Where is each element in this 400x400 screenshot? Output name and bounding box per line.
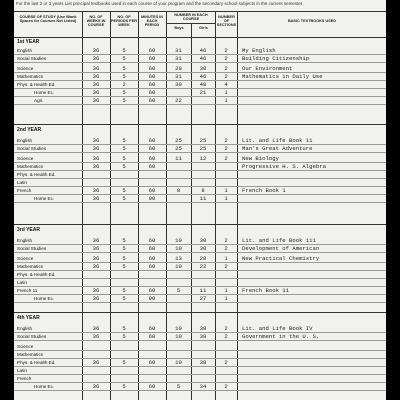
row-textbook: Lit. and Life Book 11	[242, 137, 313, 144]
row-boys: 30	[175, 81, 182, 88]
row-minutes: 60	[148, 73, 156, 80]
row-rule	[14, 366, 386, 367]
row-sections: 2	[224, 263, 228, 270]
row-minutes: 60	[148, 81, 156, 88]
row-girls: 38	[199, 333, 207, 340]
row-rule	[14, 104, 386, 105]
row-rule	[14, 252, 386, 253]
row-boys: 10	[175, 325, 182, 332]
row-sections: 1	[224, 89, 228, 96]
header-texts: BASIC TEXTBOOKS USED	[287, 19, 337, 23]
row-subject: Phys. & Health Ed.	[17, 360, 56, 365]
row-periods: 5	[122, 263, 126, 270]
row-subject: English	[17, 48, 33, 53]
row-rule	[14, 162, 386, 163]
row-weeks: 36	[92, 73, 100, 80]
row-weeks: 36	[92, 163, 100, 170]
row-weeks: 36	[92, 287, 100, 294]
row-girls: 21	[199, 89, 207, 96]
row-boys: 25	[175, 137, 182, 144]
form-sheet	[14, 0, 386, 400]
row-girls: 11	[199, 195, 207, 202]
row-minutes: 60	[148, 89, 156, 96]
row-minutes: 90	[148, 195, 156, 202]
row-subject: French 11	[17, 288, 38, 293]
row-periods: 5	[122, 145, 126, 152]
header-course: COURSE OF STUDY (Use Blank Spaces for Courses Not Listed)	[19, 15, 77, 24]
row-minutes: 60	[148, 97, 156, 104]
row-weeks: 36	[92, 255, 100, 262]
row-subject: Latin	[17, 280, 27, 285]
row-girls: 46	[199, 55, 207, 62]
row-girls: 8	[201, 187, 205, 194]
row-girls: 38	[199, 325, 207, 332]
row-girls: 30	[199, 65, 207, 72]
row-textbook: Mathematics in Daily Use	[242, 73, 323, 80]
row-textbook: Our Environment	[242, 65, 293, 72]
row-girls: 11	[199, 287, 207, 294]
row-weeks: 36	[92, 137, 100, 144]
row-periods: 5	[122, 195, 126, 202]
subheader-divider	[166, 23, 215, 24]
row-girls: 25	[199, 145, 207, 152]
row-minutes: 60	[148, 245, 156, 252]
row-subject: English	[17, 138, 33, 143]
row-minutes: 60	[148, 359, 156, 366]
row-textbook: Building Citizenship	[242, 55, 310, 62]
row-sections: 2	[224, 137, 228, 144]
row-weeks: 36	[92, 81, 100, 88]
row-boys: 31	[175, 55, 182, 62]
row-weeks: 36	[92, 97, 100, 104]
row-minutes: 60	[148, 383, 156, 390]
row-girls: 46	[199, 47, 207, 54]
row-minutes: 60	[148, 163, 156, 170]
row-sections: 2	[224, 65, 228, 72]
row-girls: 22	[199, 263, 207, 270]
row-periods: 5	[122, 359, 126, 366]
row-girls: 20	[199, 255, 207, 262]
row-sections: 2	[224, 359, 228, 366]
row-girls: 30	[199, 245, 207, 252]
header-top-border	[14, 11, 386, 12]
row-subject: Phys. & Health Ed.	[17, 272, 56, 277]
row-rule	[14, 202, 386, 203]
section-divider	[14, 312, 386, 313]
header-girls: Girls	[199, 26, 208, 30]
row-subject: Mathematics	[17, 74, 44, 79]
row-sections: 2	[224, 47, 228, 54]
row-subject: Latin	[17, 368, 27, 373]
row-periods: 5	[122, 65, 126, 72]
row-weeks: 36	[92, 295, 100, 302]
row-periods: 5	[122, 97, 126, 104]
row-sections: 2	[224, 383, 228, 390]
row-boys: 31	[175, 73, 182, 80]
row-rule	[14, 390, 386, 391]
row-weeks: 36	[92, 145, 100, 152]
row-subject: Science	[17, 156, 34, 161]
row-minutes: 90	[148, 295, 156, 302]
row-subject: Social Studies	[17, 246, 47, 251]
header-boys: Boys	[174, 26, 184, 30]
row-boys: 10	[175, 359, 182, 366]
row-weeks: 36	[92, 359, 100, 366]
row-periods: 5	[122, 155, 126, 162]
row-boys: 11	[175, 155, 182, 162]
row-sections: 1	[224, 195, 228, 202]
header-weeks: NO. OF WEEKS IN COURSE	[86, 15, 106, 28]
row-weeks: 36	[92, 47, 100, 54]
row-minutes: 60	[148, 325, 156, 332]
row-boys: 10	[175, 245, 182, 252]
row-minutes: 60	[148, 47, 156, 54]
row-rule	[14, 278, 386, 279]
row-periods: 5	[122, 55, 126, 62]
section-title: 2nd YEAR	[17, 127, 42, 133]
row-rule	[14, 170, 386, 171]
row-sections: 2	[224, 245, 228, 252]
row-subject: Latin	[17, 180, 27, 185]
row-subject: Phys. & Health Ed.	[17, 82, 56, 87]
row-subject: Agri.	[34, 98, 44, 103]
row-boys: 10	[175, 263, 182, 270]
row-periods: 5	[122, 383, 126, 390]
row-textbook: French Book 11	[242, 287, 289, 294]
row-rule	[14, 270, 386, 271]
row-weeks: 36	[92, 383, 100, 390]
row-subject: Home Ec.	[34, 384, 55, 389]
row-rule	[14, 152, 386, 153]
row-textbook: New Practical Chemistry	[242, 255, 320, 262]
row-sections: 1	[224, 97, 228, 104]
row-periods: 5	[122, 73, 126, 80]
row-subject: Science	[17, 256, 34, 261]
row-minutes: 60	[148, 55, 156, 62]
row-sections: 2	[224, 55, 228, 62]
row-weeks: 36	[92, 333, 100, 340]
section-divider	[14, 124, 386, 125]
row-sections: 2	[224, 333, 228, 340]
top-instruction: For the last 2 or 3 years List principal textbooks used in each course of your program and the secondary school subjects in the current semester	[16, 1, 303, 6]
row-rule	[14, 178, 386, 179]
row-textbook: Government in the U. S.	[242, 333, 320, 340]
row-textbook: Lit. and Life Book IV	[242, 325, 313, 332]
row-sections: 2	[224, 145, 228, 152]
row-girls: 30	[199, 237, 207, 244]
row-boys: 5	[176, 287, 181, 294]
header-periods: NO. OF PERIODS PER WEEK	[111, 15, 137, 28]
row-subject: Home Ec.	[34, 196, 55, 201]
row-textbook: My English	[242, 47, 276, 54]
header-minutes: MINUTES IN EACH PERIOD	[141, 15, 163, 28]
row-subject: Social Studies	[17, 146, 47, 151]
row-rule	[14, 62, 386, 63]
row-boys: 10	[175, 237, 182, 244]
row-boys: 5	[176, 383, 181, 390]
row-sections: 1	[224, 187, 228, 194]
row-subject: Home Ec.	[34, 296, 55, 301]
row-minutes: 60	[148, 237, 156, 244]
row-minutes: 60	[148, 287, 156, 294]
row-minutes: 60	[148, 145, 156, 152]
row-minutes: 60	[148, 155, 156, 162]
row-periods: 5	[122, 325, 126, 332]
row-subject: Social Studies	[17, 56, 47, 61]
row-subject: Phys. & Health Ed.	[17, 172, 56, 177]
row-girls: 38	[199, 359, 207, 366]
row-girls: 27	[199, 295, 207, 302]
header-sections: NUMBER OF SECTIONS	[216, 15, 237, 28]
row-boys: 22	[175, 97, 182, 104]
row-subject: French	[17, 376, 32, 381]
row-weeks: 36	[92, 55, 100, 62]
row-periods: 5	[122, 255, 126, 262]
row-sections: 2	[224, 73, 228, 80]
row-periods: 5	[122, 163, 126, 170]
row-rule	[14, 96, 386, 97]
row-weeks: 36	[92, 89, 100, 96]
row-girls: 34	[199, 383, 207, 390]
col-divider	[237, 12, 238, 400]
row-sections: 2	[224, 237, 228, 244]
row-subject: English	[17, 326, 33, 331]
row-sections: 1	[224, 255, 228, 262]
row-subject: Social Studies	[17, 334, 47, 339]
row-periods: 5	[122, 237, 126, 244]
row-girls: 25	[199, 137, 207, 144]
row-weeks: 36	[92, 245, 100, 252]
section-divider	[14, 224, 386, 225]
row-minutes: 60	[148, 333, 156, 340]
row-subject: Mathematics	[17, 352, 44, 357]
row-girls: 12	[199, 155, 207, 162]
row-sections: 2	[224, 325, 228, 332]
row-boys: 25	[175, 145, 182, 152]
row-subject: Science	[17, 66, 34, 71]
row-subject: Home Ec.	[34, 90, 55, 95]
row-weeks: 36	[92, 263, 100, 270]
row-boys: 8	[176, 187, 181, 194]
row-rule	[14, 350, 386, 351]
row-boys: 31	[175, 47, 182, 54]
row-textbook: Lit. and Life Book 111	[242, 237, 316, 244]
row-periods: 5	[122, 295, 126, 302]
row-textbook: Progressive H. S. Algebra	[242, 163, 326, 170]
header-number-each: NUMBER IN EACH COURSE	[174, 13, 208, 22]
row-textbook: Development of American	[242, 245, 320, 252]
row-sections: 2	[224, 155, 228, 162]
row-periods: 5	[122, 89, 126, 96]
row-weeks: 36	[92, 237, 100, 244]
row-sections: 4	[224, 81, 228, 88]
row-minutes: 60	[148, 263, 156, 270]
row-weeks: 36	[92, 325, 100, 332]
row-boys: 10	[175, 333, 182, 340]
row-subject: Mathematics	[17, 164, 44, 169]
row-sections: 1	[224, 287, 228, 294]
row-rule	[14, 340, 386, 341]
row-boys: 20	[175, 65, 182, 72]
row-weeks: 36	[92, 187, 100, 194]
row-periods: 5	[122, 287, 126, 294]
row-periods: 5	[122, 187, 126, 194]
row-textbook: French Book 1	[242, 187, 286, 194]
row-periods: 5	[122, 137, 126, 144]
section-title: 3rd YEAR	[17, 227, 40, 233]
row-subject: English	[17, 238, 33, 243]
row-rule	[14, 302, 386, 303]
row-periods: 2	[122, 81, 126, 88]
section-title: 1st YEAR	[17, 39, 40, 45]
row-periods: 5	[122, 333, 126, 340]
row-girls: 48	[199, 81, 207, 88]
header-bottom-border	[14, 37, 386, 38]
row-weeks: 36	[92, 155, 100, 162]
row-subject: French	[17, 188, 32, 193]
row-sections: 1	[224, 295, 228, 302]
row-weeks: 36	[92, 195, 100, 202]
row-minutes: 60	[148, 255, 156, 262]
row-minutes: 60	[148, 187, 156, 194]
row-minutes: 60	[148, 137, 156, 144]
row-boys: 13	[175, 255, 182, 262]
row-rule	[14, 374, 386, 375]
section-title: 4th YEAR	[17, 315, 40, 321]
row-weeks: 36	[92, 65, 100, 72]
row-textbook: Man's Great Adventure	[242, 145, 313, 152]
row-subject: Mathematics	[17, 264, 44, 269]
row-girls: 46	[199, 73, 207, 80]
row-textbook: New Biology	[242, 155, 279, 162]
row-periods: 5	[122, 245, 126, 252]
row-subject: Science	[17, 344, 34, 349]
row-minutes: 60	[148, 65, 156, 72]
row-periods: 5	[122, 47, 126, 54]
